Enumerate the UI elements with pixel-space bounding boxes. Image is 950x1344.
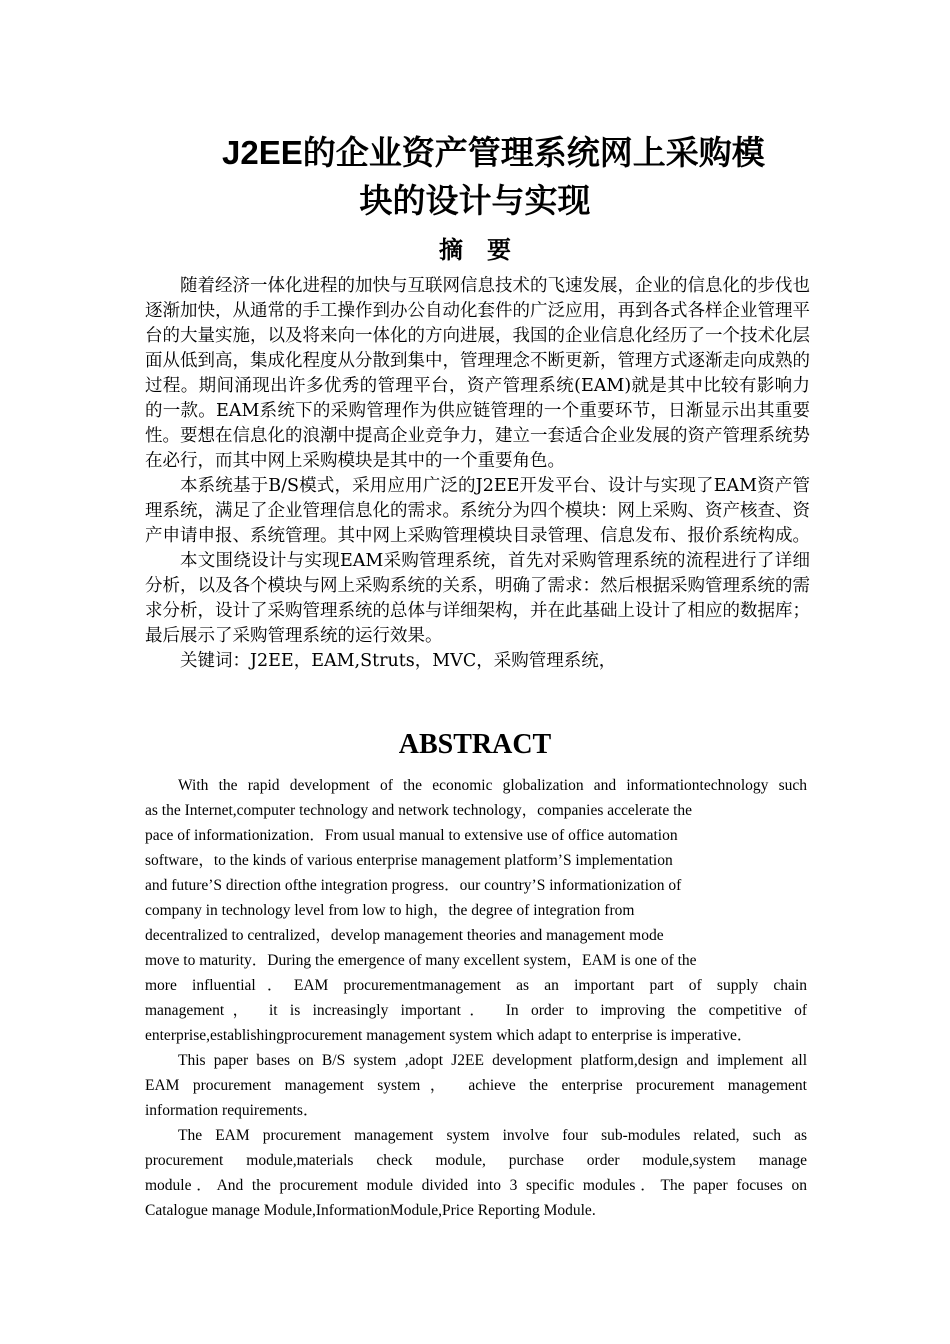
- text-line: decentralized to centralized，develop management theories and management mode: [145, 927, 664, 944]
- text-line: With the rapid development of the economic globalization and informationtechnology such: [178, 777, 807, 794]
- text-line: procurement module,materials check module, purchase order module,system manage: [145, 1152, 807, 1169]
- text-line: more influential．EAM procurementmanagement as an important part of supply chain: [145, 977, 807, 994]
- text-line: information requirements．: [145, 1102, 319, 1119]
- english-abstract-paragraph-2: [145, 1048, 807, 1123]
- text-line: management， it is increasingly important． In order to improving the competitive of: [145, 1002, 807, 1019]
- chinese-abstract-paragraph: 随着经济一体化进程的加快与互联网信息技术的飞速发展，企业的信息化的步伐也逐渐加快，从通常的手工操作到办公自动化套件的广泛应用，再到各式各样企业管理平台的大量实施，以及将来向一体化的方向进展，我国的企业信息化经历了一个技术化层面从低到高，集成化程度从分散到集中，管理理念不断更新，管理方式逐渐走向成熟的过程。期间涌现出许多优秀的管理平台，资产管理系统(EAM)就是其中比较有影响力的一款。EAM系统下的采购管理作为供应链管理的一个重要环节，日渐显示出其重要性。要想在信息化的浪潮中提高企业竞争力，建立一套适合企业发展的资产管理系统势在必行，而其中网上采购模块是其中的一个重要角色。: [145, 276, 810, 471]
- document-title-line-2: 块的设计与实现: [359, 182, 591, 219]
- document-title-line-1: J2EE的企业资产管理系统网上采购模: [222, 134, 765, 171]
- text-line: pace of informationization．From usual manual to extensive use of office automation: [145, 827, 678, 844]
- text-line: EAM procurement management system， achieve the enterprise procurement management: [145, 1077, 807, 1094]
- text-line: company in technology level from low to high，the degree of integration from: [145, 902, 635, 919]
- text-line: Catalogue manage Module,InformationModule,Price Reporting Module.: [145, 1202, 596, 1219]
- text-line: module．And the procurement module divided into 3 specific modules．The paper focuses on: [145, 1177, 807, 1194]
- chinese-abstract-paragraph: 本系统基于B/S模式，采用应用广泛的J2EE开发平台、设计与实现了EAM资产管理系统，满足了企业管理信息化的需求。系统分为四个模块：网上采购、资产核查、资产申请申报、系统管理。其中网上采购管理模块目录管理、信息发布、报价系统构成。: [145, 476, 810, 546]
- english-abstract-paragraph-3: [145, 1123, 807, 1223]
- text-line: enterprise,establishingprocurement management system which adapt to enterprise is imperative．: [145, 1027, 753, 1044]
- text-line: move to maturity．During the emergence of many excellent system，EAM is one of the: [145, 952, 697, 969]
- chinese-abstract-paragraph: 本文围绕设计与实现EAM采购管理系统，首先对采购管理系统的流程进行了详细分析，以及各个模块与网上采购系统的关系，明确了需求：然后根据采购管理系统的需求分析，设计了采购管理系统的总体与详细架构，并在此基础上设计了相应的数据库；最后展示了采购管理系统的运行效果。: [145, 551, 810, 646]
- english-abstract-paragraph-1: [145, 773, 807, 1048]
- text-line: as the Internet,computer technology and network technology，companies accelerate the: [145, 802, 693, 819]
- text-line: software，to the kinds of various enterprise management platform’S implementation: [145, 852, 673, 869]
- chinese-abstract-heading: 摘要: [439, 236, 535, 264]
- english-abstract-heading: ABSTRACT: [398, 729, 552, 760]
- english-abstract-body: [145, 773, 807, 1223]
- text-line: and future’S direction ofthe integration progress．our country’S informationization of: [145, 877, 682, 894]
- chinese-keywords: 关键词：J2EE，EAM,Struts，MVC，采购管理系统，: [180, 651, 617, 671]
- text-line: This paper bases on B/S system ,adopt J2EE development platform,design and implement all: [178, 1052, 807, 1069]
- text-line: The EAM procurement management system involve four sub-modules related, such as: [178, 1127, 807, 1144]
- chinese-abstract-body: [145, 274, 810, 674]
